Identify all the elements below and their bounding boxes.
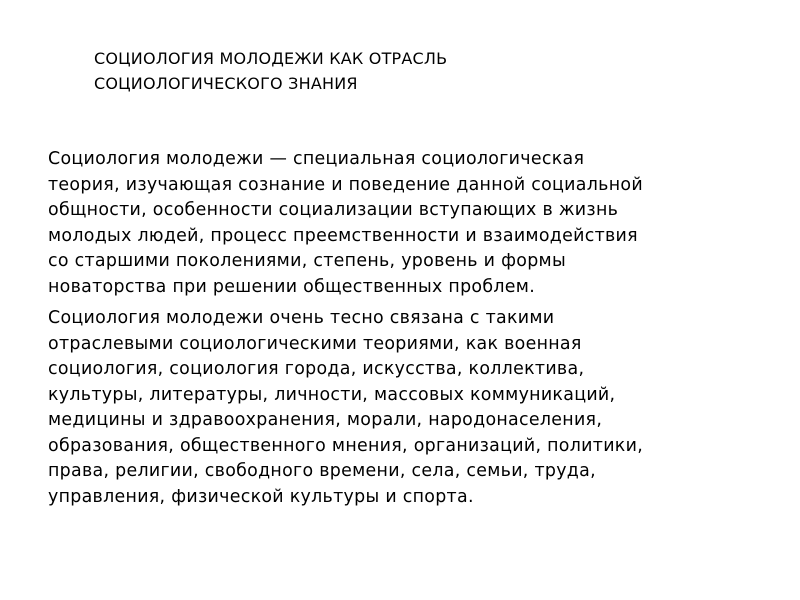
slide-body — [48, 147, 764, 510]
paragraph-related-fields: Социология молодежи очень тесно связана с такими отраслевыми социологическими теориями, как военная социология, социология города, искусства, коллектива, культуры, литературы, личности, массовых коммуникаций, медицины и здравоохранения, морали, народонаселения, образования, общественного мнения, организаций, политики, права, религии, свободного времени, села, семьи, труда, управления, физической культуры и спорта. — [48, 308, 644, 507]
paragraph-definition: Социология молодежи — специальная социологическая теория, изучающая сознание и поведение данной социальной общности, особенности социализации вступающих в жизнь молодых людей, процесс преемственности и взаимодействия со старшими поколениями, степень, уровень и формы новаторства при решении общественных проблем. — [48, 149, 643, 297]
slide-title: СОЦИОЛОГИЯ МОЛОДЕЖИ КАК ОТРАСЛЬ СОЦИОЛОГИЧЕСКОГО ЗНАНИЯ — [94, 49, 448, 93]
